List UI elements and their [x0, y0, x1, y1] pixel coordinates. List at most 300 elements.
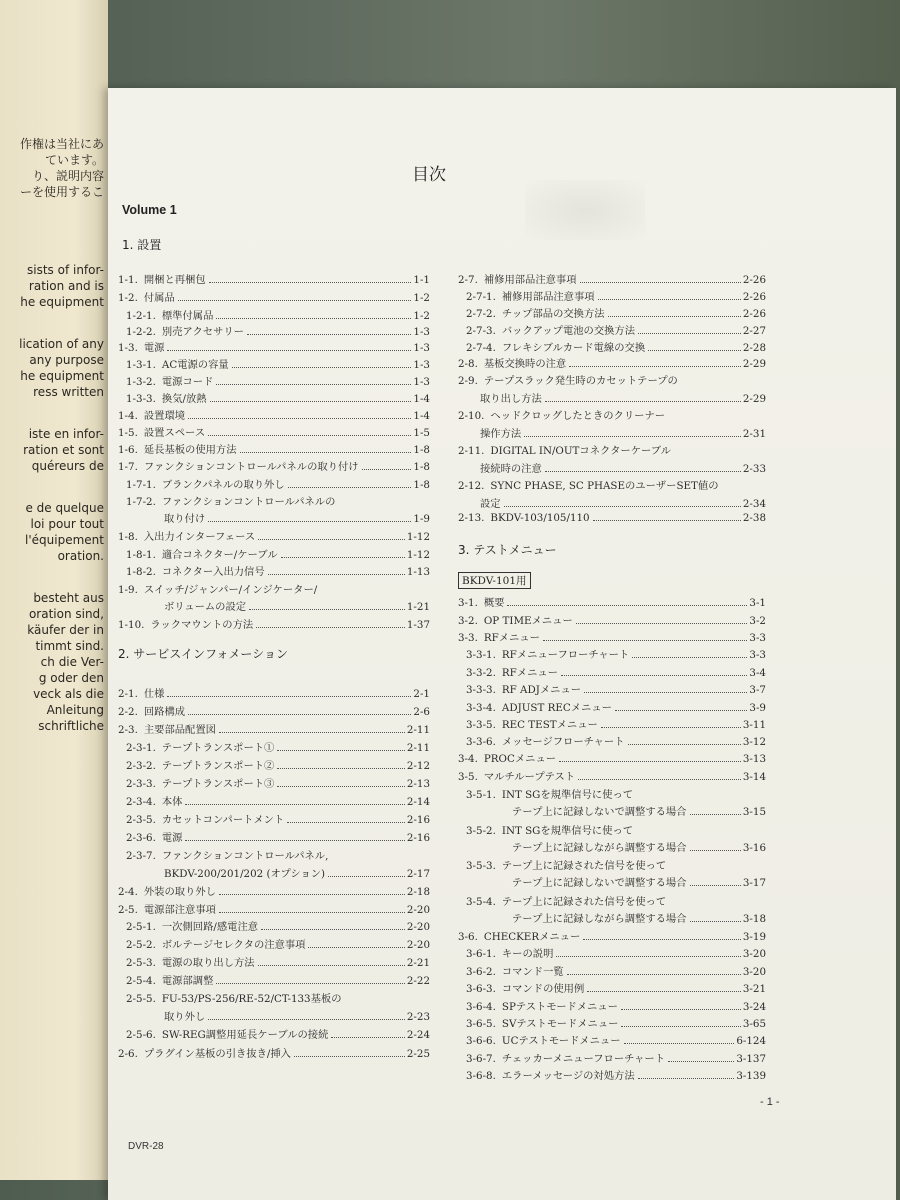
toc-entry — [126, 847, 430, 862]
toc-entry-number: 1-8-1. — [126, 549, 156, 561]
left-page-text-line: ration and is — [28, 279, 104, 293]
toc-entry — [118, 407, 430, 422]
toc-entry-title: テープトランスポート② — [161, 760, 275, 772]
toc-entry-number: 2-7-4. — [466, 342, 496, 354]
toc-entry-page: 2-21 — [406, 957, 430, 969]
toc-entry-page: 2-38 — [742, 512, 766, 524]
toc-entry-title: 電源 — [161, 832, 183, 844]
toc-entry-title: 付属品 — [143, 292, 175, 304]
toc-leader-dots — [601, 727, 741, 728]
toc-leader-dots — [178, 300, 412, 301]
toc-leader-dots — [188, 714, 411, 715]
toc-leader-dots — [524, 436, 741, 437]
toc-leader-dots — [507, 605, 747, 606]
toc-entry-page: 2-24 — [406, 1029, 430, 1041]
toc-entry-number: 3-1. — [458, 597, 478, 609]
toc-entry-page: 1-3 — [413, 376, 430, 388]
left-page-text-line: ch die Ver- — [40, 655, 104, 669]
toc-entry-title: テープ上に記録しないで調整する場合 — [512, 806, 687, 818]
toc-entry-page: 2-16 — [406, 832, 430, 844]
toc-entry-title: 電源 — [143, 342, 165, 354]
toc-entry — [466, 716, 766, 731]
toc-entry — [126, 390, 430, 405]
toc-entry — [118, 865, 430, 880]
toc-entry — [126, 972, 430, 987]
toc-entry-title: OP TIMEメニュー — [483, 615, 573, 627]
toc-leader-dots — [268, 574, 405, 575]
toc-entry-title: 操作方法 — [480, 428, 522, 440]
toc-entry — [466, 322, 766, 337]
left-page-text-line: Anleitung — [46, 703, 104, 717]
toc-entry — [118, 616, 430, 631]
toc-entry-number: 1-2-2. — [126, 326, 156, 338]
toc-leader-dots — [638, 1078, 735, 1079]
toc-entry — [466, 1032, 766, 1047]
toc-entry-page: 1-4 — [413, 393, 430, 405]
toc-entry-page: 2-11 — [406, 724, 430, 736]
toc-entry-number: 3-6-4. — [466, 1001, 496, 1013]
toc-entry — [126, 775, 430, 790]
toc-entry — [458, 495, 766, 510]
toc-leader-dots — [240, 452, 412, 453]
left-page-text-line: any purpose — [29, 353, 104, 367]
left-page-text-line: veck als die — [33, 687, 104, 701]
toc-entry — [118, 458, 430, 473]
toc-entry-title: 概要 — [483, 597, 505, 609]
toc-entry — [466, 699, 766, 714]
toc-entry-number: 2-3-2. — [126, 760, 156, 772]
toc-entry-page: 2-29 — [742, 393, 766, 405]
toc-entry-title: 電源コード — [161, 376, 214, 388]
toc-leader-dots — [256, 627, 405, 628]
toc-entry — [458, 372, 766, 387]
toc-entry — [126, 546, 430, 561]
toc-leader-dots — [232, 367, 412, 368]
toc-entry — [118, 901, 430, 916]
toc-entry-title: 換気/放熱 — [161, 393, 207, 405]
toc-entry — [458, 803, 766, 818]
toc-entry-title: ラックマウントの方法 — [150, 619, 254, 631]
toc-entry-title: ADJUST RECメニュー — [501, 702, 612, 714]
toc-leader-dots — [277, 750, 405, 751]
toc-entry-number: 2-9. — [458, 375, 478, 387]
toc-leader-dots — [287, 822, 405, 823]
toc-entry-number: 2-5-3. — [126, 957, 156, 969]
toc-entry — [458, 355, 766, 370]
toc-entry-page: 1-3 — [413, 326, 430, 338]
toc-entry-title: SW-REG調整用延長ケーブルの接続 — [161, 1029, 329, 1041]
toc-leader-dots — [632, 657, 747, 658]
toc-entry-title: 主要部品配置図 — [143, 724, 216, 736]
toc-entry-number: 2-5-4. — [126, 975, 156, 987]
toc-entry-number: 2-1. — [118, 688, 138, 700]
bleed-through-smudge — [525, 180, 645, 240]
toc-entry-number: 2-3-5. — [126, 814, 156, 826]
toc-entry — [126, 918, 430, 933]
toc-entry — [126, 493, 430, 508]
toc-entry — [458, 768, 766, 783]
toc-entry-page: 2-25 — [406, 1048, 430, 1060]
toc-entry — [458, 612, 766, 627]
toc-entry-title: 設定 — [480, 498, 501, 510]
toc-entry-page: 3-4 — [749, 667, 766, 679]
toc-leader-dots — [580, 282, 741, 283]
toc-leader-dots — [690, 885, 741, 886]
toc-entry-title: チェッカーメニューフローチャート — [501, 1053, 665, 1065]
toc-entry-title: 一次側回路/感電注意 — [161, 921, 259, 933]
toc-entry-title: 電源部調整 — [161, 975, 214, 987]
toc-entry — [118, 339, 430, 354]
toc-leader-dots — [281, 557, 405, 558]
toc-entry-number: 1-7-2. — [126, 496, 156, 508]
toc-entry-title: バックアップ電池の交換方法 — [501, 325, 636, 337]
toc-entry — [466, 664, 766, 679]
toc-entry-title: 開梱と再梱包 — [143, 274, 206, 286]
toc-entry-title: ブランクパネルの取り外し — [161, 479, 285, 491]
left-page-text-line: oration. — [57, 549, 104, 563]
toc-entry-number: 3-6-5. — [466, 1018, 496, 1030]
toc-entry-page: 3-137 — [736, 1053, 766, 1065]
toc-entry — [466, 305, 766, 320]
left-page-text-line: schriftliche — [38, 719, 104, 733]
toc-entry-page: 1-13 — [406, 566, 430, 578]
toc-entry-title: ファンクションコントロールパネルの — [161, 496, 336, 508]
left-page-text-line: り、説明内容 — [31, 169, 104, 183]
toc-entry-title: テープスラック発生時のカセットテープの — [483, 375, 678, 387]
toc-leader-dots — [288, 487, 412, 488]
toc-entry-title: 電源の取り出し方法 — [161, 957, 255, 969]
toc-entry-title: RFメニュー — [483, 632, 540, 644]
toc-entry-title: BKDV-200/201/202 (オプション) — [164, 868, 326, 880]
toc-entry — [458, 874, 766, 889]
left-page-text-line: oration sind, — [28, 607, 104, 621]
toc-entry-title: テープ上に記録された信号を使って — [501, 896, 667, 908]
toc-entry-title: INT SGを規準信号に使って — [501, 825, 634, 837]
left-page-text-line: ーを使用するこ — [19, 185, 104, 199]
toc-entry-title: REC TESTメニュー — [501, 719, 598, 731]
toc-leader-dots — [331, 1037, 404, 1038]
toc-leader-dots — [277, 786, 405, 787]
toc-entry-page: 2-16 — [406, 814, 430, 826]
toc-leader-dots — [690, 850, 741, 851]
toc-entry — [466, 998, 766, 1013]
toc-entry-number: 2-3-1. — [126, 742, 156, 754]
toc-leader-dots — [615, 710, 747, 711]
toc-leader-dots — [576, 623, 748, 624]
toc-entry-page: 3-16 — [742, 842, 766, 854]
toc-entry — [466, 980, 766, 995]
toc-entry-title: 接続時の注意 — [480, 463, 542, 475]
toc-entry-number: 1-7-1. — [126, 479, 156, 491]
toc-entry-page: 2-13 — [406, 778, 430, 790]
toc-entry-title: SPテストモードメニュー — [501, 1001, 618, 1013]
toc-entry-page: 1-3 — [413, 342, 430, 354]
toc-leader-dots — [561, 675, 747, 676]
toc-entry — [466, 893, 766, 908]
toc-entry-page: 1-5 — [413, 427, 430, 439]
toc-entry — [466, 681, 766, 696]
toc-entry-page: 2-20 — [406, 921, 430, 933]
toc-entry-number: 1-5. — [118, 427, 138, 439]
toc-entry — [458, 271, 766, 286]
toc-entry-number: 2-8. — [458, 358, 478, 370]
toc-entry-title: 延長基板の使用方法 — [143, 444, 237, 456]
toc-entry — [118, 289, 430, 304]
toc-entry-page: 3-11 — [742, 719, 766, 731]
toc-entry-number: 2-2. — [118, 706, 138, 718]
toc-entry-page: 1-1 — [413, 274, 430, 286]
toc-entry-title: SVテストモードメニュー — [501, 1018, 619, 1030]
toc-entry-page: 2-12 — [406, 760, 430, 772]
toc-entry-number: 2-5-2. — [126, 939, 156, 951]
toc-entry-number: 3-3-5. — [466, 719, 496, 731]
toc-leader-dots — [210, 401, 412, 402]
toc-entry-number: 3-5. — [458, 771, 478, 783]
toc-entry — [458, 910, 766, 925]
toc-entry-number: 3-6-2. — [466, 966, 496, 978]
toc-entry-title: 電源部注意事項 — [143, 904, 216, 916]
toc-entry — [126, 990, 430, 1005]
toc-entry-page: 2-28 — [742, 342, 766, 354]
toc-entry-title: コマンドの使用例 — [501, 983, 585, 995]
toc-entry-title: UCテストモードメニュー — [501, 1035, 621, 1047]
footer-doc-code: DVR-28 — [128, 1141, 164, 1152]
toc-entry-title: ファンクションコントロールパネル, — [161, 850, 329, 862]
toc-entry-number: 3-3. — [458, 632, 478, 644]
toc-entry-title: 入出力インターフェース — [143, 531, 256, 543]
toc-entry — [126, 936, 430, 951]
toc-entry — [126, 563, 430, 578]
boxed-label: BKDV-101用 — [458, 572, 531, 589]
toc-entry-number: 3-6-1. — [466, 948, 496, 960]
toc-entry-number: 3-3-1. — [466, 649, 496, 661]
toc-entry — [126, 793, 430, 808]
toc-entry-title: テープトランスポート③ — [161, 778, 275, 790]
toc-entry — [466, 339, 766, 354]
toc-entry — [466, 733, 766, 748]
toc-leader-dots — [638, 333, 741, 334]
toc-entry — [118, 721, 430, 736]
toc-entry — [126, 954, 430, 969]
toc-leader-dots — [258, 965, 405, 966]
toc-entry-title: 適合コネクター/ケーブル — [161, 549, 278, 561]
left-page — [0, 0, 108, 1180]
toc-entry-title: コネクター入出力信号 — [161, 566, 265, 578]
toc-entry-number: 1-3. — [118, 342, 138, 354]
toc-entry — [466, 646, 766, 661]
toc-leader-dots — [504, 506, 741, 507]
toc-leader-dots — [208, 435, 411, 436]
toc-entry-page: 1-8 — [413, 444, 430, 456]
toc-leader-dots — [219, 894, 405, 895]
toc-entry-page: 2-26 — [742, 274, 766, 286]
toc-leader-dots — [216, 983, 404, 984]
toc-leader-dots — [219, 912, 405, 913]
toc-entry-title: チップ部品の交換方法 — [501, 308, 605, 320]
toc-entry-title: ボリュームの設定 — [164, 601, 247, 613]
toc-entry-title: ボルテージセレクタの注意事項 — [161, 939, 306, 951]
toc-entry-number: 3-6. — [458, 931, 478, 943]
toc-entry-title: テープ上に記録された信号を使って — [501, 860, 667, 872]
toc-entry — [118, 271, 430, 286]
toc-leader-dots — [567, 974, 741, 975]
toc-entry-page: 3-15 — [742, 806, 766, 818]
toc-entry — [458, 442, 766, 457]
toc-entry-title: AC電源の容量 — [161, 359, 229, 371]
left-page-text-line: he equipment — [20, 369, 104, 383]
toc-entry-page: 1-4 — [413, 410, 430, 422]
left-page-text-line: g oder den — [38, 671, 104, 685]
toc-entry-page: 2-33 — [742, 463, 766, 475]
toc-entry-page: 1-8 — [413, 479, 430, 491]
toc-entry-title: RFメニュー — [501, 667, 558, 679]
toc-entry-page: 2-22 — [406, 975, 430, 987]
toc-entry — [118, 685, 430, 700]
toc-entry-number: 1-3-2. — [126, 376, 156, 388]
left-page-text-line: 作権は当社にあ — [19, 137, 104, 151]
toc-leader-dots — [668, 1061, 734, 1062]
toc-entry — [458, 512, 766, 527]
toc-entry-page: 2-18 — [406, 886, 430, 898]
toc-leader-dots — [545, 471, 741, 472]
toc-leader-dots — [621, 1009, 741, 1010]
toc-entry-page: 3-17 — [742, 877, 766, 889]
toc-leader-dots — [308, 947, 404, 948]
toc-leader-dots — [578, 779, 741, 780]
toc-entry-title: メッセージフローチャート — [501, 736, 625, 748]
left-page-text-line: iste en infor- — [28, 427, 104, 441]
toc-entry — [466, 288, 766, 303]
toc-entry-number: 1-8. — [118, 531, 138, 543]
toc-leader-dots — [247, 334, 411, 335]
toc-leader-dots — [584, 692, 747, 693]
toc-entry-page: 3-20 — [742, 966, 766, 978]
toc-entry-number: 2-4. — [118, 886, 138, 898]
toc-leader-dots — [328, 876, 405, 877]
toc-entry-number: 3-5-4. — [466, 896, 496, 908]
toc-leader-dots — [216, 318, 411, 319]
toc-entry-number: 2-3-6. — [126, 832, 156, 844]
left-page-text-line: e de quelque — [25, 501, 104, 515]
toc-entry-title: 標準付属品 — [161, 310, 214, 322]
toc-entry-number: 3-3-6. — [466, 736, 496, 748]
toc-entry-number: 2-7-3. — [466, 325, 496, 337]
toc-entry-title: RFメニューフローチャート — [501, 649, 630, 661]
toc-entry — [126, 307, 430, 322]
toc-entry-title: テープ上に記録しながら調整する場合 — [512, 913, 687, 925]
toc-entry-number: 1-6. — [118, 444, 138, 456]
toc-entry-number: 2-3-3. — [126, 778, 156, 790]
toc-leader-dots — [690, 814, 741, 815]
toc-entry-title: RF ADJメニュー — [501, 684, 582, 696]
toc-leader-dots — [583, 939, 741, 940]
toc-entry-page: 2-34 — [742, 498, 766, 510]
toc-entry-number: 3-6-6. — [466, 1035, 496, 1047]
section-heading-3: 3. テストメニュー — [458, 543, 557, 557]
toc-entry-page: 2-14 — [406, 796, 430, 808]
toc-entry — [118, 1008, 430, 1023]
toc-entry-title: マルチループテスト — [483, 771, 576, 783]
left-page-text-line: ration et sont — [23, 443, 104, 457]
toc-entry — [118, 703, 430, 718]
toc-entry-page: 2-17 — [406, 868, 430, 880]
toc-entry — [126, 373, 430, 388]
section-heading-1: 1. 設置 — [122, 238, 162, 252]
toc-entry — [458, 750, 766, 765]
toc-entry — [458, 390, 766, 405]
toc-leader-dots — [216, 384, 411, 385]
toc-leader-dots — [628, 744, 741, 745]
toc-entry-page: 1-9 — [413, 513, 430, 525]
toc-entry — [126, 356, 430, 371]
toc-entry — [126, 829, 430, 844]
page-title: 目次 — [412, 165, 446, 185]
toc-entry-page: 1-12 — [406, 549, 430, 561]
toc-entry-title: ファンクションコントロールパネルの取り付け — [143, 461, 359, 473]
left-page-text-line: timmt sind. — [35, 639, 104, 653]
toc-leader-dots — [362, 469, 412, 470]
toc-entry-page: 3-24 — [742, 1001, 766, 1013]
toc-entry-page: 2-31 — [742, 428, 766, 440]
toc-leader-dots — [545, 401, 741, 402]
left-page-text-line: sists of infor- — [27, 263, 104, 277]
toc-entry-page: 1-2 — [413, 310, 430, 322]
toc-leader-dots — [556, 956, 740, 957]
toc-entry-title: コマンド一覧 — [501, 966, 564, 978]
toc-entry-title: エラーメッセージの対処方法 — [501, 1070, 635, 1082]
toc-entry — [118, 883, 430, 898]
toc-entry-page: 1-3 — [413, 359, 430, 371]
toc-entry-number: 1-2-1. — [126, 310, 156, 322]
toc-leader-dots — [543, 640, 747, 641]
toc-entry — [126, 1026, 430, 1041]
toc-entry-page: 3-9 — [749, 702, 766, 714]
toc-entry-number: 3-6-8. — [466, 1070, 496, 1082]
section-heading-2: 2. サービスインフォメーション — [118, 647, 288, 661]
toc-entry-number: 1-9. — [118, 584, 138, 596]
toc-leader-dots — [608, 316, 741, 317]
toc-entry-number: 2-7. — [458, 274, 478, 286]
toc-entry-title: 取り付け — [164, 513, 206, 525]
toc-leader-dots — [188, 418, 411, 419]
toc-entry-page: 3-21 — [742, 983, 766, 995]
toc-entry — [118, 598, 430, 613]
toc-leader-dots — [569, 366, 741, 367]
toc-entry-number: 3-3-2. — [466, 667, 496, 679]
toc-leader-dots — [219, 732, 405, 733]
toc-entry-number: 2-5-6. — [126, 1029, 156, 1041]
toc-entry-title: INT SGを規準信号に使って — [501, 789, 634, 801]
toc-entry-page: 2-27 — [742, 325, 766, 337]
toc-entry-number: 2-3-4. — [126, 796, 156, 808]
toc-entry — [126, 739, 430, 754]
toc-entry-page: 1-2 — [413, 292, 430, 304]
toc-entry-page: 2-29 — [742, 358, 766, 370]
toc-entry-page: 2-23 — [406, 1011, 430, 1023]
left-page-text-line: besteht aus — [33, 591, 104, 605]
toc-entry-number: 3-3-4. — [466, 702, 496, 714]
toc-entry-title: フレキシブルカード電線の交換 — [501, 342, 646, 354]
toc-entry-page: 3-18 — [742, 913, 766, 925]
toc-entry — [466, 963, 766, 978]
toc-entry-page: 2-26 — [742, 291, 766, 303]
left-page-text-line: quéreurs de — [31, 459, 104, 473]
toc-entry — [466, 1067, 766, 1082]
toc-leader-dots — [593, 520, 741, 521]
toc-entry-title: DIGITAL IN/OUTコネクターケーブル — [490, 445, 671, 457]
toc-entry-number: 2-6. — [118, 1048, 138, 1060]
toc-entry-title: 設置スペース — [143, 427, 206, 439]
